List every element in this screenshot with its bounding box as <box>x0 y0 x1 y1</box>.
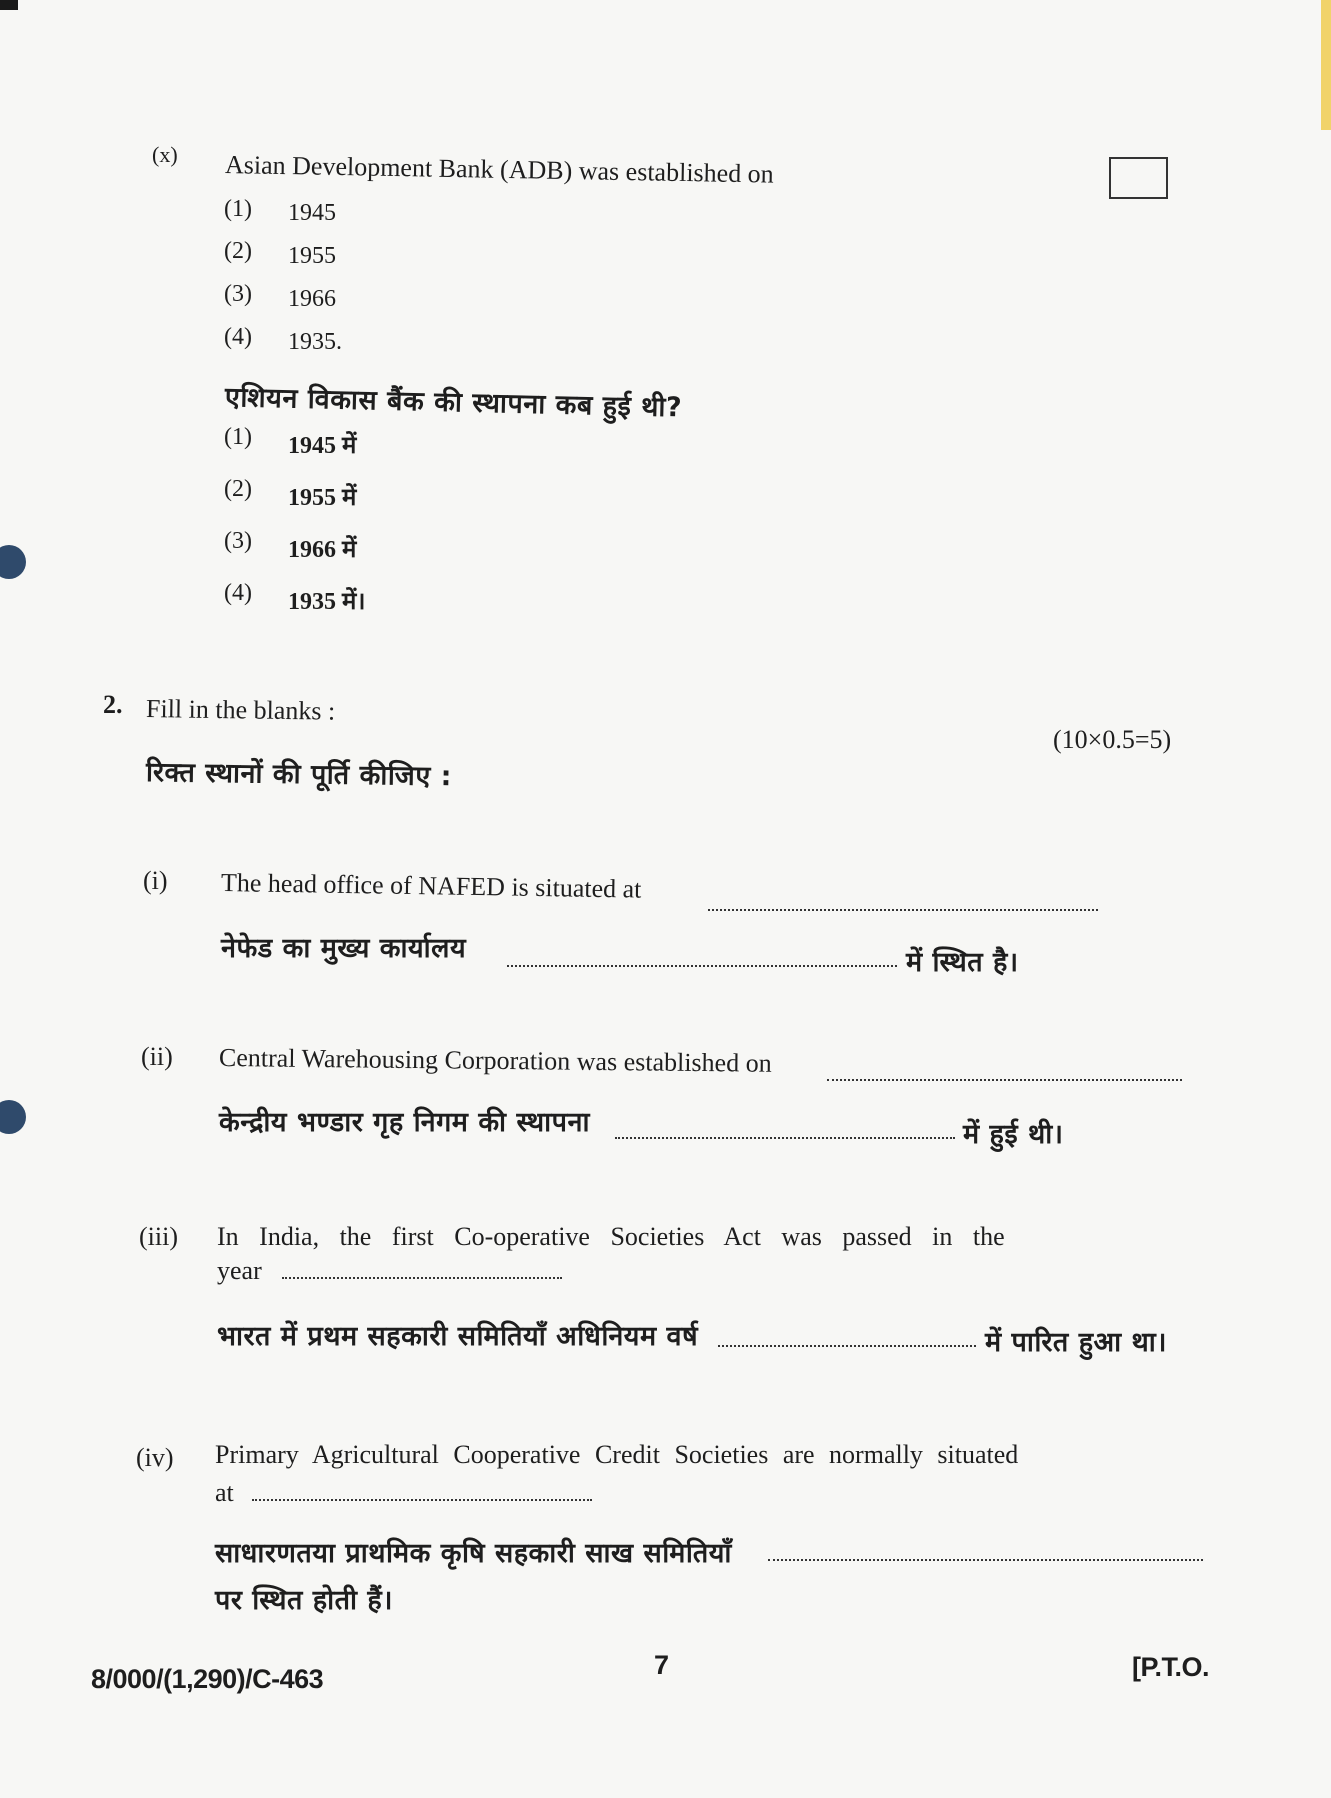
option-text: 1966 <box>288 286 336 312</box>
punch-hole <box>0 545 26 579</box>
punch-hole <box>0 1100 26 1134</box>
item-text: Primary Agricultural Cooperative Credit Societies are normally situated <box>215 1440 1019 1469</box>
item-text-hindi: साधारणतया प्राथमिक कृषि सहकारी साख समितियाँ <box>215 1538 732 1569</box>
answer-box[interactable] <box>1109 157 1168 199</box>
question-text: Asian Development Bank (ADB) was established on <box>224 150 774 189</box>
option-text: 1935. <box>288 329 342 355</box>
item-text-hindi-suffix: पर स्थित होती हैं। <box>215 1585 393 1616</box>
item-text-hindi: केन्द्रीय भण्डार गृह निगम की स्थापना <box>219 1107 590 1138</box>
blank-line[interactable] <box>768 1558 1203 1561</box>
question-number: 2. <box>103 690 123 719</box>
blank-line[interactable] <box>252 1498 592 1501</box>
item-text-hindi-suffix: में स्थित है। <box>906 947 1019 978</box>
item-label: (i) <box>143 866 168 895</box>
section-title-hindi: रिक्त स्थानों की पूर्ति कीजिए : <box>145 757 453 793</box>
question-text-hindi: एशियन विकास बैंक की स्थापना कब हुई थी? <box>224 382 683 424</box>
option-text: 1955 <box>288 243 336 269</box>
option-text: 1935 में। <box>288 589 366 615</box>
item-text: The head office of NAFED is situated at <box>220 868 642 904</box>
option-number: (4) <box>224 580 252 606</box>
item-text: Central Warehousing Corporation was established on <box>218 1043 772 1078</box>
option-text: 1945 <box>288 200 336 226</box>
option-text: 1966 में <box>288 537 357 563</box>
item-text-hindi: भारत में प्रथम सहकारी समितियाँ अधिनियम वर्ष <box>217 1321 699 1352</box>
marks: (10×0.5=5) <box>1053 725 1172 754</box>
option-number: (1) <box>224 424 252 450</box>
option-number: (3) <box>224 528 252 554</box>
section-title: Fill in the blanks : <box>145 694 336 726</box>
item-text-hindi-suffix: में हुई थी। <box>963 1119 1064 1150</box>
blank-line[interactable] <box>282 1276 562 1279</box>
item-text: In India, the first Co-operative Societies Act was passed in the <box>217 1222 1005 1251</box>
page-edge <box>1321 0 1331 130</box>
blank-line[interactable] <box>708 908 1098 911</box>
option-text: 1955 में <box>288 485 357 511</box>
option-number: (3) <box>224 281 252 307</box>
question-label: (x) <box>152 142 178 167</box>
option-number: (2) <box>224 476 252 502</box>
item-text-continued: year <box>217 1256 262 1285</box>
option-number: (1) <box>224 196 252 222</box>
item-text-hindi: नेफेड का मुख्य कार्यालय <box>221 933 467 964</box>
item-text-hindi-suffix: में पारित हुआ था। <box>985 1327 1168 1358</box>
paper-code: 8/000/(1,290)/C-463 <box>91 1664 324 1694</box>
blank-line[interactable] <box>615 1136 955 1139</box>
item-label: (iii) <box>139 1222 178 1251</box>
page-number: 7 <box>654 1650 669 1680</box>
corner-mark <box>0 0 18 10</box>
option-text: 1945 में <box>288 433 357 459</box>
blank-line[interactable] <box>718 1344 976 1347</box>
option-number: (4) <box>224 324 252 350</box>
pto-marker: [P.T.O. <box>1132 1652 1210 1682</box>
blank-line[interactable] <box>827 1078 1182 1081</box>
item-label: (ii) <box>141 1042 173 1071</box>
item-text-continued: at <box>215 1478 234 1507</box>
blank-line[interactable] <box>507 964 897 967</box>
option-number: (2) <box>224 238 252 264</box>
item-label: (iv) <box>136 1443 174 1472</box>
